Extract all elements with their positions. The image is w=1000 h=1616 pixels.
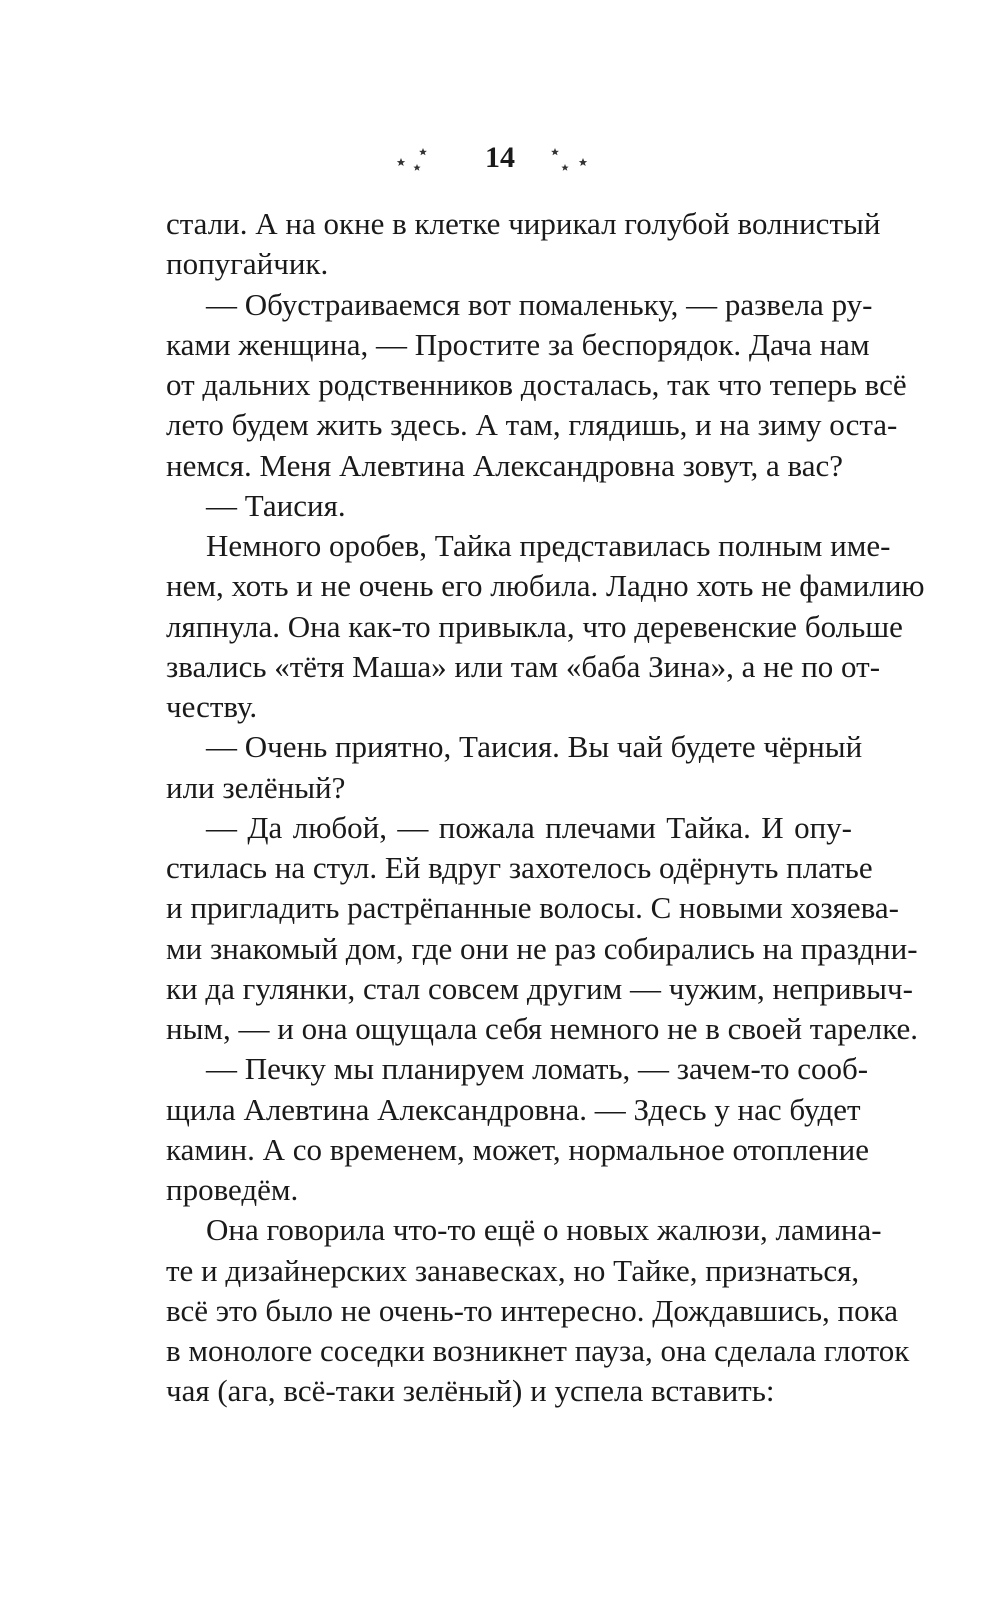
stars-ornament-left-icon bbox=[387, 138, 457, 178]
text-line: от дальних родственников досталась, так что теперь всё bbox=[166, 367, 907, 402]
text-line: стилась на стул. Ей вдруг захотелось одёрнуть платье bbox=[166, 850, 873, 885]
text-line: звались «тётя Маша» или там «баба Зина», а не по от- bbox=[166, 648, 881, 684]
text-line: — Печку мы планируем ломать, — зачем-то сооб- bbox=[206, 1051, 869, 1087]
text-line: честву. bbox=[166, 689, 258, 724]
text-line: те и дизайнерских занавесках, но Тайке, признаться, bbox=[166, 1252, 860, 1288]
text-line: — Обустраиваемся вот помаленьку, — развела ру- bbox=[206, 286, 873, 322]
text-line: — Очень приятно, Таисия. Вы чай будете чёрный bbox=[206, 729, 863, 765]
text-line: лето будем жить здесь. А там, глядишь, и на зиму оста- bbox=[166, 407, 898, 443]
text-line: — Таисия. bbox=[206, 487, 346, 523]
text-line: ным, — и она ощущала себя немного не в своей тарелке. bbox=[166, 1011, 918, 1046]
text-line: чая (ага, всё-таки зелёный) и успела вставить: bbox=[166, 1373, 775, 1409]
text-line: щила Алевтина Александровна. — Здесь у нас будет bbox=[166, 1091, 861, 1127]
text-line: всё это было не очень-то интересно. Дождавшись, пока bbox=[166, 1292, 898, 1328]
text-line: проведём. bbox=[166, 1172, 299, 1207]
text-line: в монологе соседки возникнет пауза, она сделала глоток bbox=[166, 1333, 910, 1368]
text-line: попугайчик. bbox=[166, 246, 329, 282]
text-line: стали. А на окне в клетке чирикал голубой волнистый bbox=[166, 206, 881, 241]
text-line: камин. А со временем, может, нормальное отопление bbox=[166, 1131, 869, 1167]
text-line: нем, хоть и не очень его любила. Ладно хоть не фамилию bbox=[166, 568, 925, 604]
text-line: Немного оробев, Тайка представилась полным име- bbox=[206, 528, 891, 563]
text-line: ками женщина, — Простите за беспорядок. Дача нам bbox=[166, 326, 870, 362]
text-line: Она говорила что-то ещё о новых жалюзи, ламина- bbox=[206, 1212, 882, 1248]
text-line: ми знакомый дом, где они не раз собирались на праздни- bbox=[166, 930, 918, 966]
text-line: ляпнула. Она как-то привыкла, что деревенские больше bbox=[166, 608, 903, 644]
text-line: и пригладить растрёпанные волосы. С новыми хозяева- bbox=[166, 890, 899, 926]
body-text bbox=[166, 204, 925, 1412]
stars-ornament-right-icon bbox=[543, 138, 613, 178]
text-line: — Да любой, — пожала плечами Тайка. И опу- bbox=[206, 809, 852, 845]
text-line: немся. Меня Алевтина Александровна зовут, а вас? bbox=[166, 447, 843, 483]
page-header bbox=[0, 128, 1000, 188]
text-line: или зелёный? bbox=[166, 769, 346, 805]
page-number: 14 bbox=[485, 141, 515, 174]
text-line: ки да гулянки, стал совсем другим — чужим, непривыч- bbox=[166, 970, 913, 1006]
